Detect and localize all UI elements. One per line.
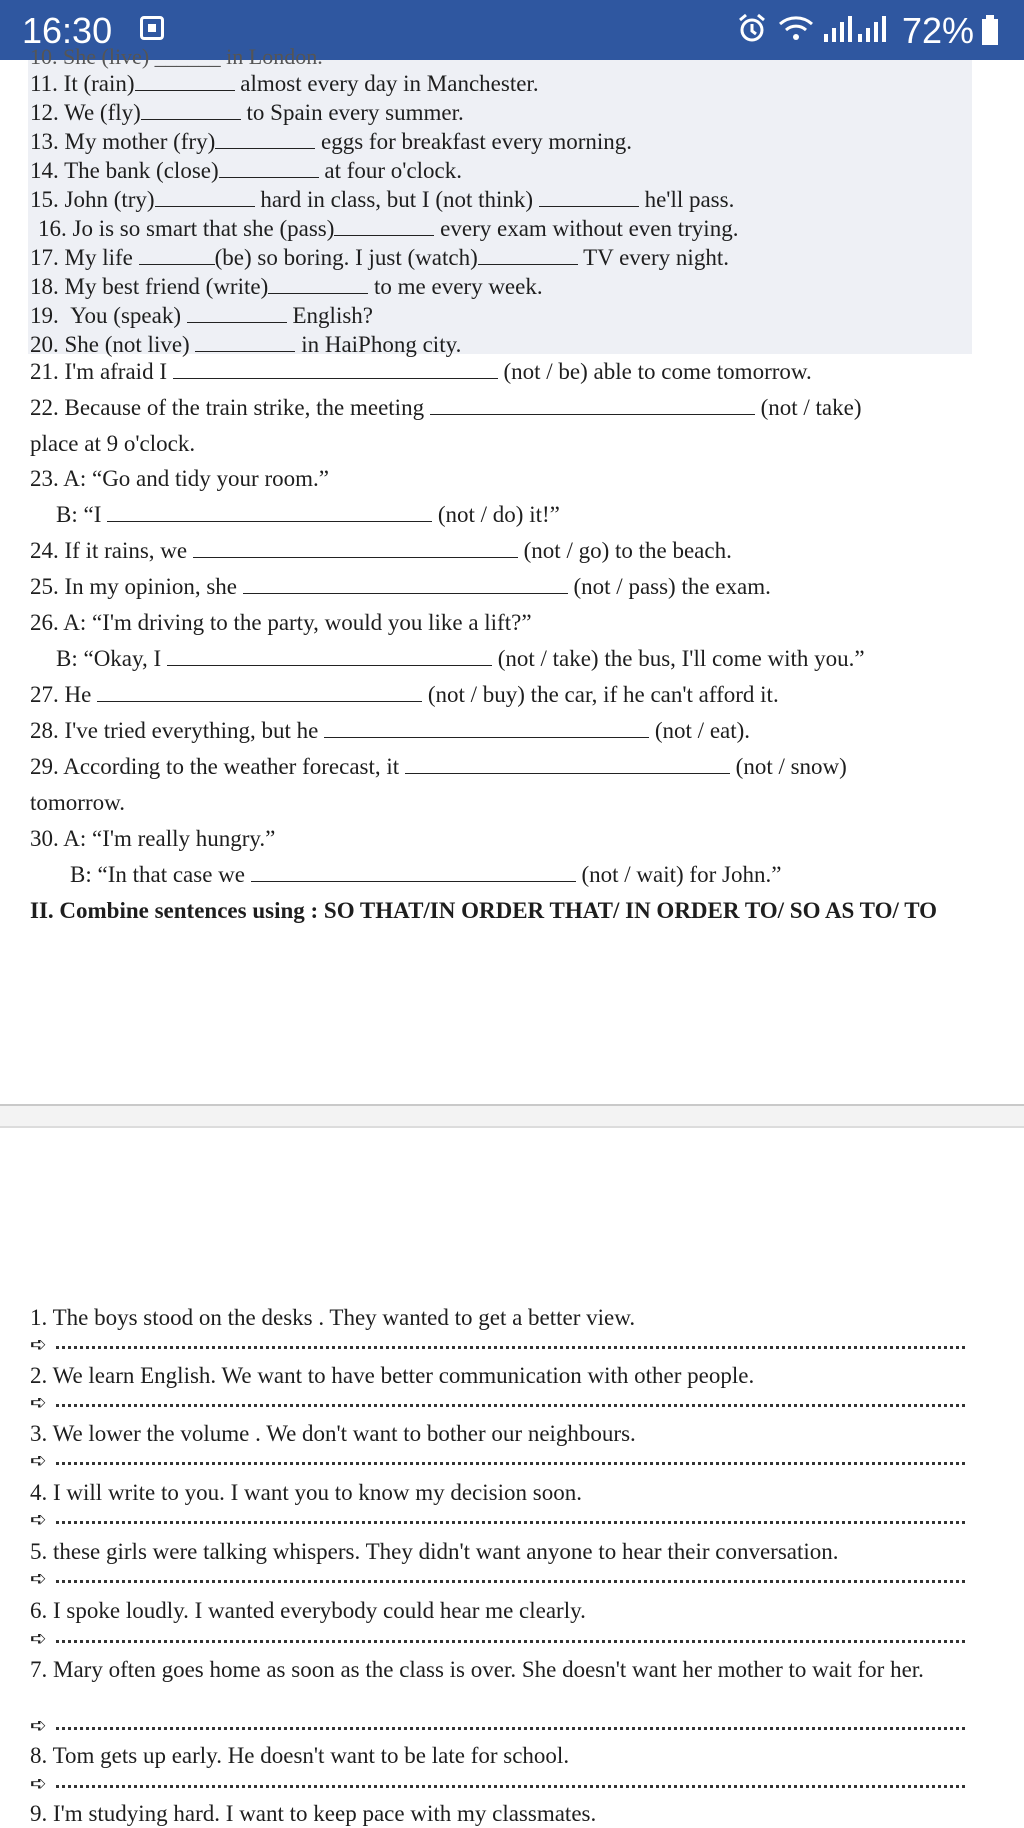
question-30: 30. A: “I'm really hungry.” [30,826,276,851]
question-25: 25. In my opinion, she (not / pass) the exam. [30,574,771,599]
answer-blank[interactable] [141,101,241,120]
answer-line[interactable] [30,1713,965,1737]
answer-blank[interactable] [215,130,315,149]
answer-blank[interactable] [97,683,422,702]
answer-blank[interactable] [135,72,235,91]
question-17: 17. My life (be) so boring. I just (watch) TV every night. [30,245,729,270]
answer-blank[interactable] [478,246,578,265]
question-15: 15. John (try) hard in class, but I (not think) he'll pass. [30,187,735,212]
wifi-icon [776,12,816,49]
question-13: 13. My mother (fry) eggs for breakfast every morning. [30,129,633,154]
question-26: 26. A: “I'm driving to the party, would you like a lift?” [30,610,532,635]
question-28: 28. I've tried everything, but he (not / eat). [30,718,751,743]
answer-line[interactable] [30,1332,965,1356]
answer-blank[interactable] [243,575,568,594]
notification-icon [140,16,164,40]
signal-icon [822,12,852,49]
question-22-cont: place at 9 o'clock. [30,431,196,456]
question-14: 14. The bank (close) at four o'clock. [30,158,463,183]
battery-percent: 72% [902,10,975,51]
arrow-icon: ➪ [30,1773,47,1795]
section-title: II. Combine sentences using : SO THAT/IN ORDER THAT/ IN ORDER TO/ SO AS TO/ TO [30,898,938,923]
question-22: 22. Because of the train strike, the meeting (not / take) [30,395,862,420]
question-30-b: B: “In that case we (not / wait) for John.” [70,862,782,887]
partial-line: 10. She (live) ______ in London. [30,44,323,69]
question-24: 24. If it rains, we (not / go) to the beach. [30,538,732,563]
answer-blank[interactable] [193,539,518,558]
combine-question-9: 9. I'm studying hard. I want to keep pace with my classmates. [30,1801,597,1826]
question-26-b: B: “Okay, I (not / take) the bus, I'll come with you.” [56,646,865,671]
answer-blank[interactable] [167,647,492,666]
answer-line[interactable] [30,1448,965,1472]
answer-line[interactable] [30,1390,965,1414]
question-29-cont: tomorrow. [30,790,125,815]
answer-blank[interactable] [155,188,255,207]
answer-line[interactable] [30,1626,965,1650]
arrow-icon: ➪ [30,1628,47,1650]
combine-question-7: 7. Mary often goes home as soon as the class is over. She doesn't want her mother to wait for her. [30,1657,924,1682]
arrow-icon: ➪ [30,1715,47,1737]
answer-blank[interactable] [268,275,368,294]
arrow-icon: ➪ [30,1450,47,1472]
answer-blank[interactable] [539,188,639,207]
answer-blank[interactable] [324,719,649,738]
question-12: 12. We (fly) to Spain every summer. [30,100,464,125]
answer-blank[interactable] [430,396,755,415]
answer-line[interactable] [30,1566,965,1590]
combine-question-6: 6. I spoke loudly. I wanted everybody could hear me clearly. [30,1598,586,1623]
question-16: 16. Jo is so smart that she (pass) every exam without even trying. [38,216,739,241]
page-break [0,1104,1024,1128]
answer-line[interactable] [30,1507,965,1531]
question-20: 20. She (not live) in HaiPhong city. [30,332,462,357]
answer-blank[interactable] [334,217,434,236]
answer-blank[interactable] [187,304,287,323]
arrow-icon: ➪ [30,1334,47,1356]
answer-blank[interactable] [139,246,215,265]
question-23-b: B: “I (not / do) it!” [56,502,560,527]
question-29: 29. According to the weather forecast, it (not / snow) [30,754,847,779]
answer-blank[interactable] [219,159,319,178]
arrow-icon: ➪ [30,1509,47,1531]
combine-question-8: 8. Tom gets up early. He doesn't want to be late for school. [30,1743,570,1768]
alarm-icon [736,12,768,49]
combine-question-1: 1. The boys stood on the desks . They wanted to get a better view. [30,1305,636,1330]
answer-blank[interactable] [405,755,730,774]
combine-question-5: 5. these girls were talking whispers. They didn't want anyone to hear their conversation. [30,1539,839,1564]
answer-line[interactable] [30,1771,965,1795]
question-18: 18. My best friend (write) to me every week. [30,274,543,299]
combine-question-2: 2. We learn English. We want to have better communication with other people. [30,1363,755,1388]
battery-icon [980,14,1000,51]
question-27: 27. He (not / buy) the car, if he can't afford it. [30,682,779,707]
answer-blank[interactable] [195,333,295,352]
question-23: 23. A: “Go and tidy your room.” [30,466,329,491]
arrow-icon: ➪ [30,1568,47,1590]
answer-blank[interactable] [251,863,576,882]
combine-question-3: 3. We lower the volume . We don't want to bother our neighbours. [30,1421,636,1446]
signal-icon [856,12,886,49]
question-19: 19. You (speak) English? [30,303,373,328]
arrow-icon: ➪ [30,1392,47,1414]
document-page [0,44,1024,1826]
question-11: 11. It (rain) almost every day in Manchester. [30,71,539,96]
question-21: 21. I'm afraid I (not / be) able to come tomorrow. [30,359,812,384]
answer-blank[interactable] [107,503,432,522]
status-time: 16:30 [22,10,113,51]
combine-question-4: 4. I will write to you. I want you to know my decision soon. [30,1480,582,1505]
answer-blank[interactable] [173,360,498,379]
